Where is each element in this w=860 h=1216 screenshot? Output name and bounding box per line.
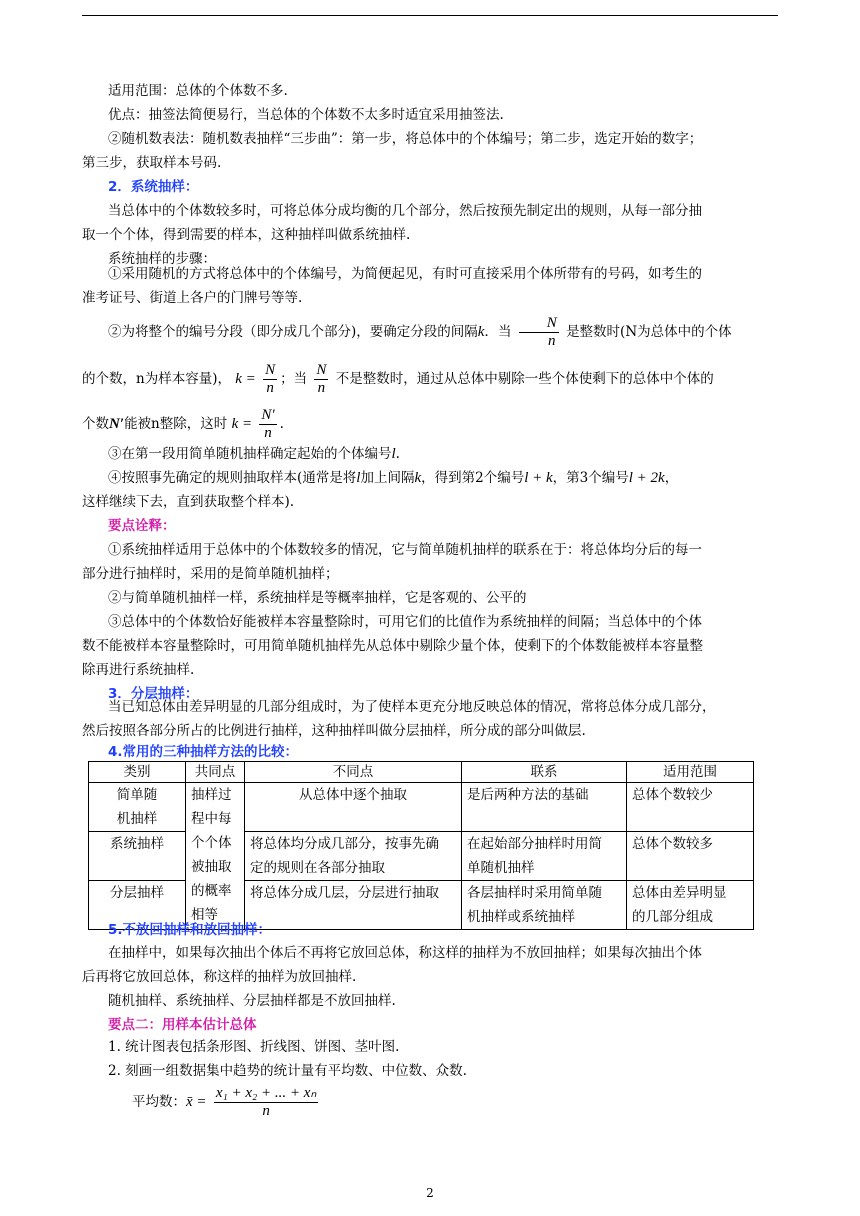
list-item: 1. 统计图表包括条形图、折线图、饼图、茎叶图. [108,1039,400,1055]
paragraph: ①采用随机的方式将总体中的个体编号，为简便起见，有时可直接采用个体所带有的号码，如考生的 [108,266,702,282]
cell-diff: 将总体分成几层，分层进行抽取 [245,881,462,930]
cell-link: 各层抽样时采用简单随 机抽样或系统抽样 [462,881,627,930]
table-row [89,783,754,832]
paragraph: 第三步，获取样本号码. [82,155,222,171]
cell-range: 总体个数较多 [627,832,754,881]
text: ，得到第2个编号 [421,470,525,486]
text: 平均数： [132,1094,186,1110]
cell-range: 总体个数较少 [627,783,754,832]
math-N-prime: N′ [109,416,125,432]
cell-common: 抽样过 程中每 个个体 被抽取 的概率 相等 [186,783,245,930]
paragraph: 当已知总体由差异明显的几部分组成时，为了使样本更充分地反映总体的情况，常将总体分成几部分， [108,699,716,715]
numerator: N [265,362,276,378]
paragraph: 数不能被样本容量整除时，可用简单随机抽样先从总体中剔除少量个体，使剩下的个体数能被样本容量整 [82,638,703,654]
paragraph: ①系统抽样适用于总体中的个体数较多的情况，它与简单随机抽样的联系在于：将总体均分后的每一 [108,542,702,558]
text: 个数 [82,416,109,432]
header-cell: 共同点 [186,762,245,783]
paragraph-k-formula [82,362,778,397]
paragraph-interval [82,315,778,350]
text: 不是整数时，通过从总体中剔除一些个体使剩下的总体中个体的 [335,371,714,387]
paragraph-adjusted [82,407,778,442]
cell-diff: 将总体均分成几部分，按事先确 定的规则在各部分抽取 [245,832,462,881]
header-cell: 适用范围 [627,762,754,783]
comparison-table [88,761,754,930]
text: 是整数时(N为总体中的个体 [566,324,732,340]
math-l: l [391,446,396,462]
header-cell: 类别 [89,762,186,783]
denominator: n [266,380,274,396]
table-header-row [89,762,754,783]
header-cell: 不同点 [245,762,462,783]
list-item: 2. 刻画一组数据集中趋势的统计量有平均数、中位数、众数. [108,1063,467,1079]
math-k: k [477,324,485,340]
fraction-N-over-n [519,315,559,350]
text: 能被n整除，这时 [124,416,228,432]
paragraph: ③总体中的个体数恰好能被样本容量整除时，可用它们的比值作为系统抽样的间隔；当总体中的个体 [108,614,702,630]
math-k-eq: k = [231,416,253,432]
paragraph: ②随机数表法：随机数表抽样“三步曲”：第一步，将总体中的个体编号；第二步，选定开始的数字； [108,131,703,147]
numerator: N [519,315,559,333]
paragraph: 当总体中的个体数较多时，可将总体分成均衡的几个部分，然后按预先制定出的规则，从每一部分抽 [108,203,702,219]
denominator: n [262,1103,270,1119]
paragraph: 取一个个体，得到需要的样本，这种抽样叫做系统抽样. [82,227,411,243]
text: 的个数，n为样本容量)， [82,371,231,387]
paragraph: 准考证号、街道上各户的门牌号等等. [82,290,303,306]
math-xbar: x̄ = [186,1094,207,1110]
text: ，第3个编号 [552,470,629,486]
paragraph: 适用范围：总体的个体数不多. [108,83,288,99]
math-l-plus-2k: l + 2k [628,470,665,486]
text: ， [664,470,679,486]
fraction-N-over-n [263,362,277,397]
key-points-heading: 要点二：用样本估计总体 [108,1017,257,1033]
cell-type: 分层抽样 [89,881,186,930]
page-number: 2 [426,1186,434,1200]
fraction-Nprime-over-n [259,407,276,442]
paragraph: 除再进行系统抽样. [82,662,195,678]
section-heading: 2．系统抽样： [108,179,199,195]
text: ；当 [280,371,308,387]
paragraph: 部分进行抽样时，采用的是简单随机抽样； [82,566,339,582]
section-heading: 4.常用的三种抽样方法的比较： [108,744,299,760]
cell-type: 系统抽样 [89,832,186,881]
paragraph: 然后按照各部分所占的比例进行抽样，这种抽样叫做分层抽样，所分成的部分叫做层. [82,723,586,739]
numerator: N' [261,407,275,423]
paragraph [82,442,778,466]
text: ．当 [484,324,512,340]
text: . [395,446,400,462]
fraction-mean [214,1085,319,1120]
cell-link: 在起始部分抽样时用简 单随机抽样 [462,832,627,881]
paragraph: 随机抽样、系统抽样、分层抽样都是不放回抽样. [108,993,396,1009]
math-l: l [356,470,361,486]
paragraph: 系统抽样的步骤： [108,251,216,267]
cell-range: 总体由差异明显 的几部分组成 [627,881,754,930]
numerator: N [316,362,327,378]
denominator: n [264,425,272,441]
text: ④按照事先确定的规则抽取样本(通常是将 [108,470,357,486]
key-points-heading: 要点诠释： [108,518,176,534]
paragraph: 在抽样中，如果每次抽出个体后不再将它放回总体，称这样的抽样为不放回抽样；如果每次抽出个体 [108,945,702,961]
math-l-plus-k: l + k [524,470,553,486]
paragraph: 这样继续下去，直到获取整个样本). [82,494,295,510]
numerator: x₁ + x₂ + ... + xₙ [215,1085,317,1101]
math-k: k [414,470,422,486]
paragraph: 后再将它放回总体，称这样的抽样为放回抽样. [82,969,357,985]
denominator: n [317,380,326,396]
math-k-eq: k = [235,371,256,387]
header-rule [82,15,778,16]
text: ②为将整个的编号分段（即分成几个部分)，要确定分段的间隔 [108,324,478,340]
text: ③在第一段用简单随机抽样确定起始的个体编号 [108,446,392,462]
cell-diff: 从总体中逐个抽取 [245,783,462,832]
cell-link: 是后两种方法的基础 [462,783,627,832]
mean-formula [132,1085,532,1120]
text: 加上间隔 [360,470,415,486]
section-heading: 3．分层抽样： [108,686,199,702]
cell-type: 简单随 机抽样 [89,783,186,832]
section-heading: 5.不放回抽样和放回抽样： [108,922,272,938]
text: . [279,416,284,432]
denominator: n [548,333,556,349]
paragraph: ②与简单随机抽样一样，系统抽样是等概率抽样，它是客观的、公平的 [108,590,527,606]
header-cell: 联系 [462,762,627,783]
paragraph: 优点：抽签法简便易行，当总体的个体数不太多时适宜采用抽签法. [108,107,504,123]
paragraph [82,466,778,490]
fraction-N-over-n [314,362,328,397]
